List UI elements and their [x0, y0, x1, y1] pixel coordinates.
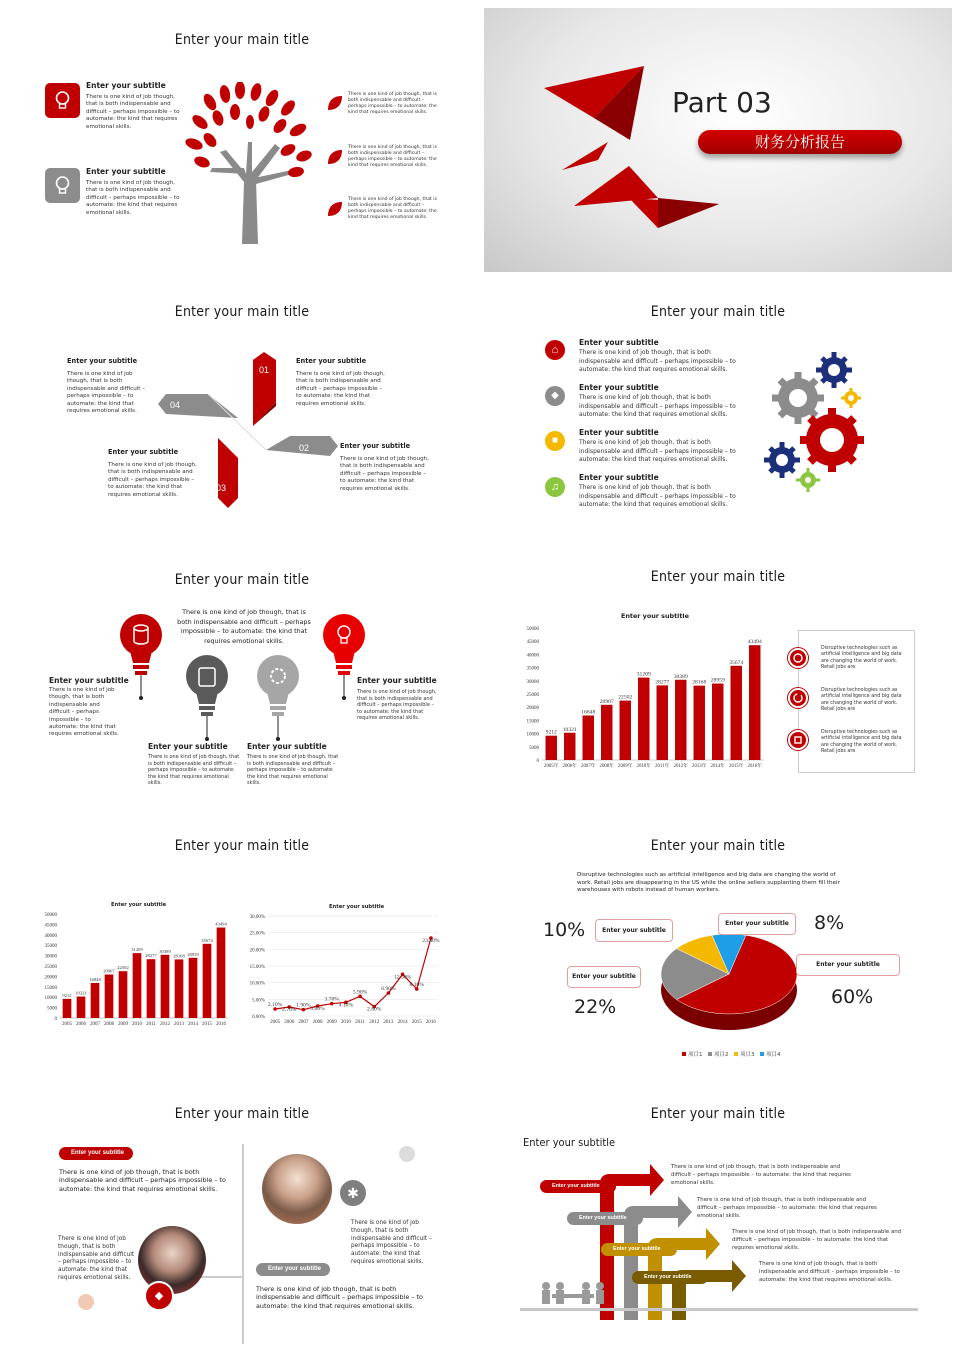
- y-tick-label: 20000: [526, 706, 539, 712]
- bar: [694, 686, 705, 760]
- x-tick-label: 2012: [160, 1022, 170, 1027]
- slide-section-divider[interactable]: [484, 8, 952, 272]
- photo-text-2: There is one kind of job though, that is both indispensable and difficult – perhaps impossible – to automate: the kind that requires emotional skills.: [58, 1236, 135, 1281]
- data-label: 30389: [673, 673, 688, 680]
- center-text: There is one kind of job though, that is both indispensable and difficult – perhaps impossible – to automate: the kind that requires emotional skills.: [177, 608, 311, 645]
- y-tick-label: 15000: [44, 985, 57, 991]
- slide-tree[interactable]: [8, 8, 476, 272]
- data-label: 43494: [747, 639, 762, 646]
- lightbulb-icon: [45, 83, 80, 118]
- subtitle-pill-gray: Enter your subtitle: [256, 1263, 330, 1276]
- gear-text-2: There is one kind of job though, that is both indispensable and difficult – perhaps impossible – to automate: the kind that requires emotional skills.: [579, 394, 736, 419]
- step-number-02: 02: [299, 443, 310, 453]
- x-tick-label: 2009: [118, 1022, 128, 1027]
- data-label: 10321: [562, 726, 577, 733]
- slide-photos[interactable]: [8, 1084, 476, 1348]
- pie-pct-22: 22%: [574, 996, 617, 1018]
- tree-illustration: [180, 82, 320, 247]
- gear-icon: ✱: [338, 1178, 368, 1208]
- gear-subtitle-1: Enter your subtitle: [579, 338, 659, 347]
- x-tick-label: 2009年: [618, 763, 633, 769]
- stair-text-2: There is one kind of job though, that is both indispensable and difficult – perhaps impossible – to automate: the kind that requires emotional skills.: [697, 1197, 877, 1219]
- x-tick-label: 2005: [62, 1022, 72, 1027]
- y-tick-label: 0: [54, 1017, 57, 1022]
- y-tick-label: 0.00%: [252, 1015, 265, 1020]
- slide-four-arrows[interactable]: [8, 280, 476, 544]
- deco-circle-gray: [399, 1146, 415, 1162]
- text-03: There is one kind of job though, that is both indispensable and difficult – perhaps impossible – to automate: the kind that requires emotional skills.: [108, 462, 197, 498]
- stair-pill-4: Enter your subtitle: [632, 1271, 708, 1284]
- y-tick-label: 5000: [529, 745, 539, 751]
- data-label: 35674: [729, 659, 744, 666]
- x-tick-label: 2005年: [544, 763, 559, 769]
- bar: [749, 645, 760, 760]
- number-three-graphic: [534, 58, 724, 238]
- bar: [638, 678, 649, 760]
- bulb-text-right: There is one kind of job though, that is both indispensable and difficult – perhaps impossible – to automate: the kind that requires emotional skills.: [357, 689, 437, 722]
- y-tick-label: 15.00%: [249, 965, 265, 970]
- bar: [657, 685, 668, 760]
- x-tick-label: 2008年: [599, 763, 614, 769]
- stair-text-3: There is one kind of job though, that is both indispensable and difficult – perhaps impossible – to automate: the kind that requires emotional skills.: [732, 1229, 902, 1251]
- chart-title: Enter your subtitle: [621, 612, 689, 620]
- refresh-icon: [788, 688, 808, 708]
- x-tick-label: 2008: [104, 1022, 114, 1027]
- data-label: 20907: [599, 698, 614, 705]
- page-title: Enter your main title: [650, 1106, 786, 1122]
- bulb-text-mid1: There is one kind of job though, that is both indispensable and difficult – perhaps impossible – to automate: the kind that requires emotional skills.: [148, 754, 240, 787]
- bulb-text-left: There is one kind of job though, that is both indispensable and difficult – perhaps impossible – to automate: the kind that requires emotional skills.: [49, 687, 119, 738]
- x-tick-label: 2006年: [562, 763, 577, 769]
- y-tick-label: 45000: [44, 923, 57, 929]
- photo-text-4: There is one kind of job though, that is both indispensable and difficult – perhaps impossible – to automate: the kind that requires emotional skills.: [256, 1285, 423, 1310]
- side-text-3: Disruptive technologies such as artificial intelligence and big data are changing the world of work. Retail jobs are: [821, 730, 902, 755]
- gear-subtitle-2: Enter your subtitle: [579, 383, 659, 392]
- data-label: 22502: [618, 694, 633, 701]
- data-label: 35674: [201, 937, 213, 943]
- data-label: 3.70%: [324, 996, 339, 1003]
- slide-two-charts[interactable]: [8, 816, 476, 1080]
- bar-chart-title: Enter your subtitle: [111, 902, 167, 908]
- y-tick-label: 20000: [44, 975, 57, 981]
- bulb-subtitle-mid2: Enter your subtitle: [247, 742, 327, 751]
- x-tick-label: 2016: [216, 1022, 226, 1027]
- data-label: 9212: [545, 729, 557, 736]
- x-tick-label: 2007: [90, 1022, 100, 1027]
- legend-label: 项目1: [688, 1052, 703, 1058]
- page-title: Enter your main title: [174, 32, 310, 48]
- data-label: 8.10%: [409, 982, 424, 988]
- data-label: 2.80%: [367, 1006, 382, 1013]
- x-tick-label: 2005: [270, 1020, 281, 1025]
- data-label: 10321: [75, 990, 87, 996]
- legend-swatch: [760, 1052, 764, 1056]
- bar: [77, 997, 86, 1018]
- data-label: 28959: [187, 951, 199, 957]
- bar: [91, 983, 100, 1018]
- gear-text-3: There is one kind of job though, that is both indispensable and difficult – perhaps impossible – to automate: the kind that requires emotional skills.: [579, 439, 736, 464]
- y-tick-label: 40000: [44, 933, 57, 939]
- tag-icon: ◆: [545, 386, 565, 406]
- data-label: 1.90%: [296, 1002, 311, 1009]
- bar: [583, 716, 594, 760]
- y-tick-label: 25.00%: [249, 931, 265, 937]
- bar: [620, 701, 631, 760]
- music-icon: ♫: [545, 477, 565, 497]
- data-label: 31209: [636, 671, 651, 678]
- data-label: 4.10%: [338, 1002, 354, 1009]
- side-text-2: Disruptive technologies such as artificial intelligence and big data are changing the world of work. Retail jobs are: [821, 688, 902, 713]
- y-tick-label: 0: [536, 759, 539, 764]
- bar: [731, 666, 742, 760]
- page-title: Enter your main title: [650, 838, 786, 854]
- bar: [63, 999, 72, 1018]
- leaf-text-3: There is one kind of job though, that is both indispensable and difficult – perhaps impossible – to automate: the kind that requires emotional skills.: [348, 197, 437, 220]
- leaf-text-2: There is one kind of job though, that is both indispensable and difficult – perhaps impossible – to automate: the kind that requires emotional skills.: [348, 145, 437, 168]
- deco-circle-peach: [78, 1294, 94, 1310]
- x-tick-label: 2011: [355, 1020, 365, 1025]
- tag-icon: ◆: [144, 1281, 174, 1311]
- pie-callout-4: Enter your subtitle: [796, 954, 900, 976]
- pie-pct-8: 8%: [814, 912, 845, 934]
- x-tick-label: 2012: [369, 1020, 380, 1025]
- bar: [105, 975, 114, 1018]
- x-tick-label: 2015年: [729, 763, 744, 769]
- x-tick-label: 2011年: [655, 763, 670, 769]
- bulb-dark-document: [184, 654, 230, 744]
- x-tick-label: 2014: [397, 1020, 408, 1025]
- bar: [217, 928, 226, 1018]
- field-photo-circle: [262, 1154, 332, 1224]
- x-tick-label: 2008: [312, 1020, 323, 1025]
- data-label: 28277: [145, 953, 157, 959]
- data-label: 16848: [89, 976, 101, 982]
- bulb-subtitle-left: Enter your subtitle: [49, 676, 129, 685]
- leaf-icon: [326, 94, 344, 112]
- slide-pie-chart[interactable]: [484, 816, 952, 1080]
- bar: [147, 959, 156, 1018]
- legend-swatch: [734, 1052, 738, 1056]
- data-label: 12.50%: [393, 974, 412, 981]
- legend-label: 项目2: [714, 1052, 729, 1058]
- x-tick-label: 2010: [340, 1020, 351, 1025]
- bulb-red-database: [118, 613, 164, 703]
- y-tick-label: 5000: [47, 1006, 57, 1012]
- y-tick-label: 30000: [44, 954, 57, 960]
- x-tick-label: 2012年: [673, 763, 688, 769]
- y-tick-label: 20.00%: [249, 948, 265, 954]
- bar: [119, 971, 128, 1018]
- stair-pill-3: Enter your subtitle: [601, 1243, 677, 1256]
- x-tick-label: 2006: [284, 1020, 295, 1025]
- four-arrow-graphic: [148, 346, 348, 516]
- bar-chart-large: [514, 620, 774, 780]
- data-label: 22502: [117, 965, 129, 971]
- data-label: 28959: [710, 677, 725, 684]
- lightbulb-icon: [45, 168, 80, 203]
- y-tick-label: 10000: [44, 996, 57, 1002]
- bar: [601, 705, 612, 760]
- text-02: There is one kind of job though, that is both indispensable and difficult – perhaps impossible – to automate: the kind that requires emotional skills.: [340, 456, 429, 492]
- subtitle-03: Enter your subtitle: [108, 448, 179, 456]
- data-label: 28168: [692, 679, 707, 686]
- page-title: Enter your main title: [650, 569, 786, 585]
- stair-text-1: There is one kind of job though, that is both indispensable and difficult – perhaps impossible – to automate: the kind that requires emotional skills.: [671, 1164, 851, 1186]
- pie-callout-3: Enter your subtitle: [567, 966, 641, 988]
- briefcase-icon: ■: [545, 431, 565, 451]
- bulb-subtitle-mid1: Enter your subtitle: [148, 742, 228, 751]
- bar: [546, 736, 557, 760]
- home-icon: ⌂: [545, 340, 565, 360]
- ground-line: [520, 1308, 918, 1311]
- x-tick-label: 2011: [146, 1022, 156, 1027]
- pie-intro-text: Disruptive technologies such as artificial intelligence and big data are changing the world of work. Retail jobs are disappearing in the US while the online sellers supplanting them fill their warehouses with robots instead of human workers.: [577, 872, 840, 894]
- x-tick-label: 2015: [411, 1020, 422, 1025]
- data-label: 30389: [159, 948, 171, 954]
- x-tick-label: 2007: [298, 1020, 309, 1025]
- data-label: 2.70%: [282, 1007, 297, 1013]
- subtitle-2: Enter your subtitle: [86, 167, 166, 176]
- bar: [712, 684, 723, 760]
- leaf-icon: [326, 148, 344, 166]
- bar: [175, 959, 184, 1018]
- x-tick-label: 2010: [132, 1022, 142, 1027]
- data-label: 20907: [103, 968, 115, 974]
- leaf-icon: [326, 200, 344, 218]
- bar-chart-small: [30, 908, 232, 1038]
- step-number-04: 04: [170, 400, 181, 410]
- data-label: 28277: [655, 679, 670, 686]
- pie-callout-1: Enter your subtitle: [595, 919, 673, 942]
- stair-pill-2: Enter your subtitle: [567, 1212, 643, 1225]
- data-label: 2.10%: [267, 1002, 283, 1008]
- x-tick-label: 2015: [202, 1022, 212, 1027]
- bar: [133, 953, 142, 1018]
- data-label: 43494: [215, 921, 227, 927]
- bar: [675, 680, 686, 760]
- x-tick-label: 2014: [188, 1022, 198, 1027]
- y-tick-label: 35000: [526, 666, 539, 672]
- slide-gears[interactable]: [484, 280, 952, 544]
- y-tick-label: 15000: [526, 719, 539, 725]
- side-text-1: Disruptive technologies such as artificial intelligence and big data are changing the world of work. Retail jobs are: [821, 646, 902, 671]
- page-title: Enter your main title: [174, 838, 310, 854]
- gear-text-4: There is one kind of job though, that is both indispensable and difficult – perhaps impossible – to automate: the kind that requires emotional skills.: [579, 484, 736, 509]
- x-tick-label: 2013年: [692, 763, 707, 769]
- vertical-divider: [242, 1144, 244, 1344]
- x-tick-label: 2016: [425, 1020, 436, 1025]
- y-tick-label: 35000: [44, 944, 57, 950]
- bar: [564, 733, 575, 760]
- data-label: 3.00%: [310, 1006, 325, 1012]
- line-chart-title: Enter your subtitle: [329, 904, 385, 910]
- stair-text-4: There is one kind of job though, that is both indispensable and difficult – perhaps impossible – to automate: the kind that requires emotional skills.: [759, 1261, 900, 1283]
- x-tick-label: 2009: [326, 1020, 337, 1025]
- step-number-03: 03: [216, 483, 227, 493]
- page-title: Enter your main title: [174, 304, 310, 320]
- body-text-2: There is one kind of job though, that is both indispensable and difficult – perhaps impossible – to automate: the kind that requires emotional skills.: [86, 180, 180, 216]
- text-01: There is one kind of job though, that is both indispensable and difficult – perhaps impossible – to automate: the kind that requires emotional skills.: [296, 371, 385, 407]
- data-label: 31209: [131, 947, 143, 953]
- line-chart: [238, 910, 446, 1038]
- legend-swatch: [682, 1052, 686, 1056]
- bar: [161, 955, 170, 1018]
- leaf-text-1: There is one kind of job though, that is both indispensable and difficult – perhaps impossible – to automate: the kind that requires emotional skills.: [348, 92, 437, 115]
- y-tick-label: 25000: [44, 965, 57, 970]
- section-name-banner: 财务分析报告: [698, 130, 902, 154]
- y-tick-label: 30000: [526, 679, 539, 685]
- subtitle-1: Enter your subtitle: [86, 81, 166, 90]
- slide-bar-chart[interactable]: [484, 550, 952, 814]
- y-tick-label: 40000: [526, 653, 539, 659]
- y-tick-label: 10000: [526, 732, 539, 738]
- body-text-1: There is one kind of job though, that is both indispensable and difficult – perhaps impossible – to automate: the kind that requires emotional skills.: [86, 94, 180, 130]
- x-tick-label: 2013: [383, 1020, 394, 1025]
- pie-pct-10: 10%: [543, 919, 586, 941]
- x-tick-label: 2013: [174, 1022, 184, 1027]
- y-tick-label: 25000: [526, 693, 539, 698]
- y-tick-label: 5.00%: [252, 998, 265, 1004]
- data-label: 6.90%: [381, 986, 396, 992]
- pie-pct-60: 60%: [831, 986, 874, 1008]
- x-tick-label: 2006: [76, 1022, 86, 1027]
- bar: [203, 944, 212, 1018]
- subtitle-01: Enter your subtitle: [296, 357, 367, 365]
- step-number-01: 01: [259, 365, 270, 375]
- slide-bulbs[interactable]: [8, 550, 476, 814]
- x-tick-label: 2007年: [581, 763, 596, 769]
- chat-icon: [788, 648, 808, 668]
- photo-text-1: There is one kind of job though, that is both indispensable and difficult – perhaps impossible – to automate: the kind that requires emotional skills.: [59, 1168, 226, 1193]
- legend-label: 项目4: [766, 1052, 781, 1058]
- bulb-text-mid2: There is one kind of job though, that is both indispensable and difficult – perhaps impossible – to automate: the kind that requires emotional skills.: [247, 754, 339, 787]
- part-number: Part 03: [672, 86, 772, 119]
- page-title: Enter your main title: [650, 304, 786, 320]
- subtitle-04: Enter your subtitle: [67, 357, 138, 365]
- slide-subtitle: Enter your subtitle: [523, 1136, 616, 1149]
- y-tick-label: 30.00%: [249, 915, 265, 920]
- text-04: There is one kind of job though, that is both indispensable and difficult – perhaps impossible – to automate: the kind that requires emotional skills.: [67, 371, 146, 415]
- bulb-subtitle-right: Enter your subtitle: [357, 676, 437, 685]
- photo-text-3: There is one kind of job though, that is both indispensable and difficult – perhaps impossible – to automate: the kind that requires emotional skills.: [351, 1220, 432, 1265]
- slide-staircase-arrows[interactable]: [484, 1084, 952, 1348]
- gear-subtitle-3: Enter your subtitle: [579, 428, 659, 437]
- gear-subtitle-4: Enter your subtitle: [579, 473, 659, 482]
- legend-label: 项目3: [740, 1052, 755, 1058]
- subtitle-02: Enter your subtitle: [340, 442, 411, 450]
- y-tick-label: 10.00%: [249, 981, 265, 987]
- data-label: 23.40%: [422, 938, 440, 944]
- y-tick-label: 50000: [44, 913, 57, 918]
- stair-pill-1: Enter your subtitle: [540, 1180, 616, 1193]
- x-tick-label: 2014年: [710, 763, 725, 769]
- meeting-people-silhouette: [538, 1280, 608, 1306]
- gears-illustration: [762, 348, 872, 498]
- target-icon: [788, 730, 808, 750]
- x-tick-label: 2016年: [747, 763, 762, 769]
- data-label: 5.90%: [352, 989, 368, 996]
- x-tick-label: 2010年: [636, 763, 651, 769]
- gear-text-1: There is one kind of job though, that is both indispensable and difficult – perhaps impossible – to automate: the kind that requires emotional skills.: [579, 349, 736, 374]
- bar: [189, 958, 198, 1018]
- page-title: Enter your main title: [174, 572, 310, 588]
- y-tick-label: 50000: [526, 627, 539, 632]
- subtitle-pill-red: Enter your subtitle: [59, 1147, 133, 1160]
- data-label: 9212: [62, 992, 72, 998]
- y-tick-label: 45000: [526, 640, 539, 646]
- page-title: Enter your main title: [174, 1106, 310, 1122]
- data-label: 28168: [173, 953, 185, 959]
- pie-callout-2: Enter your subtitle: [718, 913, 796, 935]
- legend-swatch: [708, 1052, 712, 1056]
- data-label: 16848: [581, 709, 596, 716]
- bulb-gray-gear: [255, 654, 301, 744]
